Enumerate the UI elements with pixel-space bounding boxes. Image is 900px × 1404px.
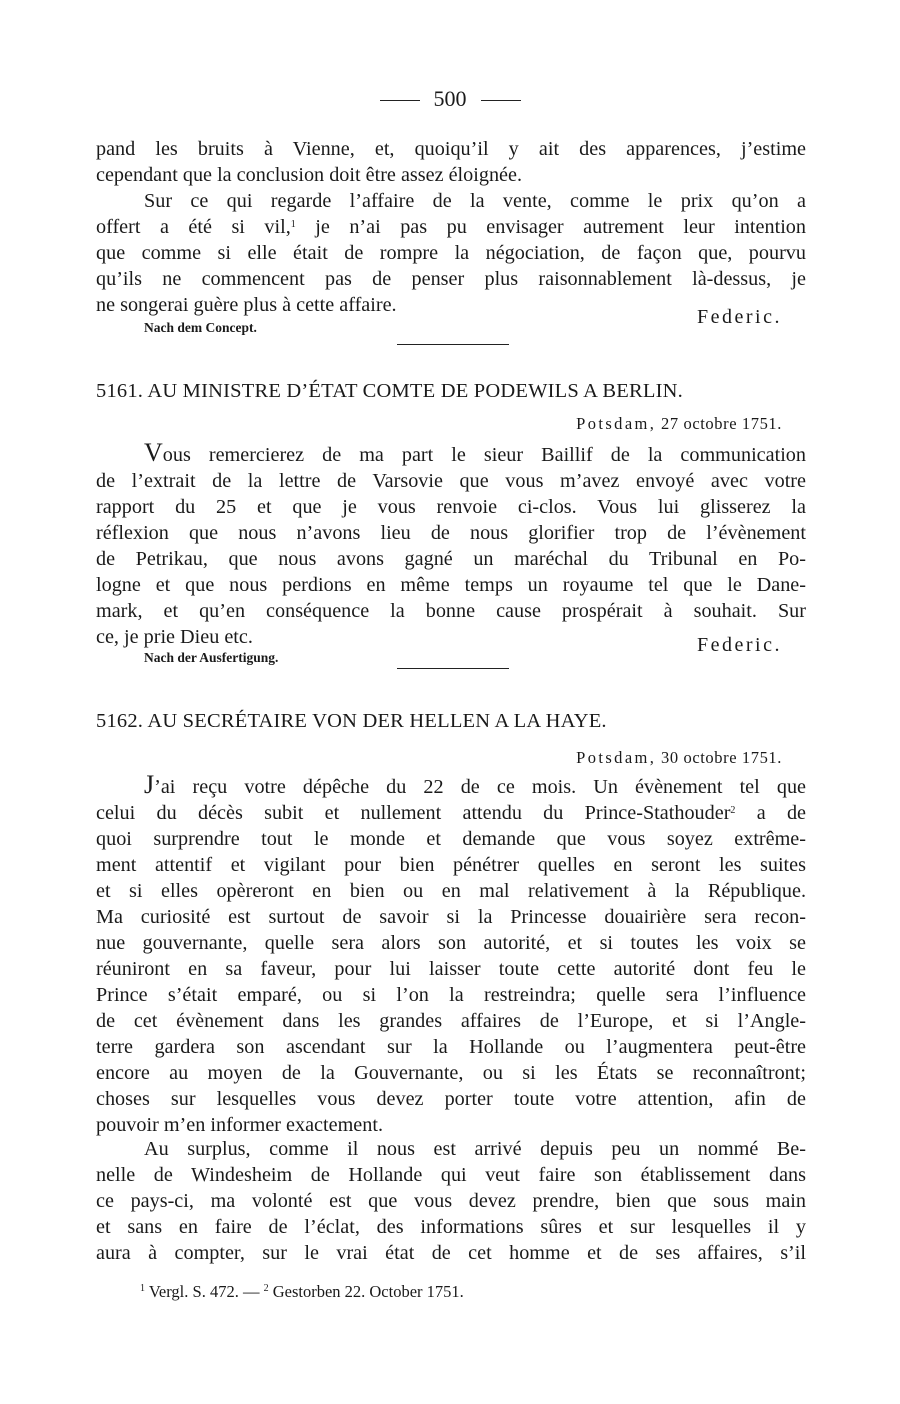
text-line: de Petrikau, que nous avons gagné un maréchal du Tribunal en Po- — [96, 548, 806, 570]
text-fragment: a de — [756, 802, 806, 824]
footnote-mark: 1 — [140, 1283, 145, 1294]
text-line — [96, 772, 806, 800]
text-line: logne et que nous perdions en même temps un royaume tel que le Dane- — [96, 574, 806, 596]
text-fragment: ’ai reçu votre dépêche du 22 de ce mois. Un évènement tel que — [154, 776, 806, 798]
source-note: Nach der Ausfertigung. — [144, 650, 279, 665]
text-line: ce pays-ci, ma volonté est que vous devez prendre, bien que sous main — [96, 1190, 806, 1212]
dateline-place: Potsdam, — [576, 748, 657, 767]
text-line: mark, et qu’en conséquence la bonne cause prospérait à souhait. Sur — [96, 600, 806, 622]
page-number: 500 — [433, 86, 467, 111]
text-line — [96, 440, 806, 468]
text-line: réflexion que nous n’avons lieu de nous glorifier trop de l’évènement — [96, 522, 806, 544]
text-fragment: ous remercierez de ma part le sieur Baillif de la communication — [162, 444, 806, 466]
text-line: réuniront en sa faveur, pour lui laisser toute cette autorité dont feu le — [96, 958, 806, 980]
text-line: nue gouvernante, quelle sera alors son autorité, et si toutes les voix se — [96, 932, 806, 954]
text-line: choses sur lesquelles vous devez porter toute votre attention, afin de — [96, 1088, 806, 1110]
text-line: encore au moyen de la Gouvernante, ou si les États se reconnaîtront; — [96, 1062, 806, 1084]
text-fragment: je n’ai pas pu envisager autrement leur intention — [315, 216, 806, 238]
footnote-ref: 2 — [730, 805, 736, 816]
text-line: Au surplus, comme il nous est arrivé depuis peu un nommé Be- — [144, 1138, 806, 1160]
signature: Federic. — [697, 634, 782, 656]
header-dash-right — [481, 100, 521, 101]
text-fragment: celui du décès subit et nullement attendu du Prince-Stathouder — [96, 802, 731, 824]
text-line-with-note — [96, 214, 806, 240]
text-line: pand les bruits à Vienne, et, quoiqu’il y ait des apparences, j’estime — [96, 138, 806, 160]
intro-paragraph-2 — [96, 188, 806, 318]
dateline — [576, 414, 782, 434]
footnote-ref: 1 — [290, 219, 296, 230]
letter-heading: 5161. AU MINISTRE D’ÉTAT COMTE DE PODEWILS A BERLIN. — [96, 380, 683, 402]
text-line: rapport du 25 et que je vous renvoie ci-clos. Vous lui glisserez la — [96, 496, 806, 518]
footnotes — [140, 1282, 464, 1302]
drop-letter: V — [144, 438, 163, 467]
text-line: de cet évènement dans les grandes affaires de l’Europe, et si l’Angle- — [96, 1010, 806, 1032]
text-line: Ma curiosité est surtout de savoir si la Princesse douairière sera recon- — [96, 906, 806, 928]
section-divider — [397, 344, 509, 345]
text-line: et sans en faire de l’éclat, des informations sûres et sur lesquelles il y — [96, 1216, 806, 1238]
text-line: nelle de Windesheim de Hollande qui veut faire son établissement dans — [96, 1164, 806, 1186]
signature: Federic. — [697, 306, 782, 328]
letter-heading: 5162. AU SECRÉTAIRE VON DER HELLEN A LA HAYE. — [96, 710, 607, 732]
dateline-place: Potsdam, — [576, 414, 657, 433]
intro-paragraph-1 — [96, 136, 806, 188]
text-line: quoi surprendre tout le monde et demande que vous soyez extrême- — [96, 828, 806, 850]
text-line-with-note — [96, 800, 806, 826]
text-line: et si elles opèreront en bien ou en mal relativement à la République. — [96, 880, 806, 902]
text-line: Prince s’était emparé, ou si l’on la restreindra; quelle sera l’influence — [96, 984, 806, 1006]
dateline-date: 27 octobre 1751. — [661, 414, 782, 433]
text-line: cependant que la conclusion doit être assez éloignée. — [96, 164, 523, 186]
text-line: qu’ils ne commencent pas de penser plus raisonnablement là-dessus, je — [96, 268, 806, 290]
text-line: aura à compter, sur le vrai état de cet homme et de ses affaires, s’il — [96, 1242, 806, 1264]
text-line: pouvoir m’en informer exactement. — [96, 1114, 384, 1136]
page-header — [0, 86, 900, 112]
section-divider — [397, 668, 509, 669]
text-line: ment attentif et vigilant pour bien pénétrer quelles en seront les suites — [96, 854, 806, 876]
drop-letter: J — [144, 770, 155, 799]
text-line: ne songerai guère plus à cette affaire. — [96, 294, 397, 316]
footnote-mark: 2 — [263, 1283, 269, 1294]
letter-body-paragraph-1 — [96, 772, 806, 1138]
dateline — [576, 748, 782, 768]
source-note: Nach dem Concept. — [144, 320, 257, 335]
text-line: terre gardera son ascendant sur la Hollande ou l’augmentera peut-être — [96, 1036, 806, 1058]
footnote-text: Vergl. S. 472. — — [148, 1282, 260, 1301]
text-line: de l’extrait de la lettre de Varsovie que vous m’avez envoyé avec votre — [96, 470, 806, 492]
letter-body — [96, 440, 806, 650]
dateline-date: 30 octobre 1751. — [661, 748, 782, 767]
header-dash-left — [380, 100, 420, 101]
text-fragment: offert a été si vil, — [96, 216, 291, 238]
text-line: Sur ce qui regarde l’affaire de la vente, comme le prix qu’on a — [144, 190, 806, 212]
letter-body-paragraph-2 — [96, 1136, 806, 1266]
text-line: ce, je prie Dieu etc. — [96, 626, 253, 648]
footnote-text: Gestorben 22. October 1751. — [272, 1282, 464, 1301]
text-line: que comme si elle était de rompre la négociation, de façon que, pourvu — [96, 242, 806, 264]
